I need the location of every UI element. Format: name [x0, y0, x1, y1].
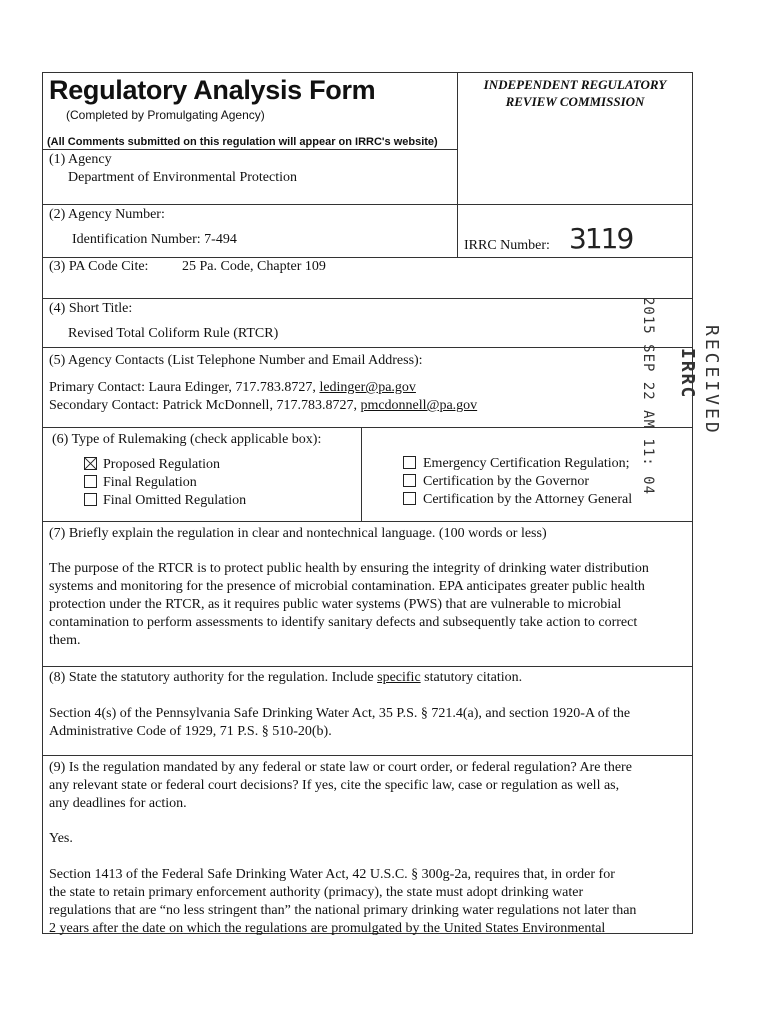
divider-header-left [42, 149, 457, 150]
irrc-number-handwritten: 3119 [569, 222, 633, 255]
q9-answer-line: the state to retain primary enforcement authority (primacy), the state must adopt drinking water [49, 885, 584, 900]
divider-contacts [42, 427, 693, 428]
divider-short-title [42, 347, 693, 348]
short-title-value: Revised Total Coliform Rule (RTCR) [68, 326, 279, 341]
q9-question-line: (9) Is the regulation mandated by any federal or state law or court order, or federal regulation? Are there [49, 760, 632, 775]
q7-question: (7) Briefly explain the regulation in clear and nontechnical language. (100 words or less) [49, 526, 547, 541]
option-certification-attorney-general: Certification by the Attorney General [423, 492, 633, 507]
q8-answer [49, 705, 689, 741]
agency-value: Department of Environmental Protection [68, 170, 297, 185]
divider-pa-code [42, 298, 693, 299]
q7-answer-line: them. [49, 633, 81, 648]
pa-code-label: (3) PA Code Cite: [49, 259, 149, 274]
option-emergency-certification: Emergency Certification Regulation; [423, 456, 630, 471]
q7-answer-line: The purpose of the RTCR is to protect public health by ensuring the integrity of drinking water distribution [49, 561, 649, 576]
received-stamp: RECEIVED [701, 325, 722, 436]
checkbox-final-regulation[interactable] [84, 475, 97, 488]
contacts-label: (5) Agency Contacts (List Telephone Number and Email Address): [49, 353, 423, 368]
received-date-stamp: 2015 SEP 22 AM 11: 04 [640, 297, 656, 496]
irrc-heading-line2: REVIEW COMMISSION [505, 94, 645, 109]
q9-answer-line: 2 years after the date on which the regulations are promulgated by the United States Environmental [49, 921, 606, 936]
checkbox-proposed-regulation[interactable] [84, 457, 97, 470]
q7-answer [49, 560, 689, 650]
q9-question [49, 759, 689, 813]
agency-label: (1) Agency [49, 152, 112, 167]
option-final-omitted-regulation: Final Omitted Regulation [103, 493, 247, 508]
secondary-contact-email[interactable]: pmcdonnell@pa.gov [360, 398, 478, 413]
q8-answer-line: Administrative Code of 1929, 71 P.S. § 510-20(b). [49, 724, 332, 739]
identification-number: Identification Number: 7-494 [72, 232, 237, 247]
option-certification-governor: Certification by the Governor [423, 474, 590, 489]
option-final-regulation: Final Regulation [103, 475, 197, 490]
q7-answer-line: contamination to perform assessments to identify sanitary defects and subsequently take action to correct [49, 615, 638, 630]
secondary-contact [49, 397, 477, 415]
page-subtitle: (Completed by Promulgating Agency) [66, 108, 265, 122]
pa-code-value: 25 Pa. Code, Chapter 109 [182, 259, 326, 274]
q8-question-suffix: statutory citation. [420, 670, 523, 685]
agency-number-label: (2) Agency Number: [49, 207, 165, 222]
q8-question-text: (8) State the statutory authority for the regulation. Include [49, 670, 378, 685]
q7-answer-line: systems and monitoring for the presence of microbial contamination. EPA anticipates greater public health [49, 579, 645, 594]
divider-agency [42, 204, 693, 205]
q9-answer-short: Yes. [49, 831, 73, 846]
primary-contact [49, 379, 416, 397]
q8-question [49, 669, 522, 687]
q9-answer-line: Section 1413 of the Federal Safe Drinking Water Act, 42 U.S.C. § 300g-2a, requires that, in order for [49, 867, 615, 882]
divider-q7 [42, 666, 693, 667]
irrc-stamp: IRRC [677, 348, 698, 400]
primary-contact-text: Primary Contact: Laura Edinger, 717.783.8727, [49, 380, 320, 395]
comments-note: (All Comments submitted on this regulation will appear on IRRC's website) [47, 136, 438, 148]
checkbox-certification-attorney-general[interactable] [403, 492, 416, 505]
q8-answer-line: Section 4(s) of the Pennsylvania Safe Drinking Water Act, 35 P.S. § 721.4(a), and section 1920-A of the [49, 706, 631, 721]
q9-question-line: any relevant state or federal court decisions? If yes, cite the specific law, case or regulation as well as, [49, 778, 620, 793]
checkbox-final-omitted-regulation[interactable] [84, 493, 97, 506]
checkbox-certification-governor[interactable] [403, 474, 416, 487]
divider-rulemaking [42, 521, 693, 522]
q9-answer [49, 866, 689, 938]
divider-rulemaking-vertical [361, 427, 362, 521]
q9-answer-line: regulations that are “no less stringent than” the national primary drinking water regulations not later than [49, 903, 637, 918]
irrc-number-label: IRRC Number: [464, 238, 550, 253]
secondary-contact-text: Secondary Contact: Patrick McDonnell, 717.783.8727, [49, 398, 361, 413]
short-title-label: (4) Short Title: [49, 301, 133, 316]
q9-question-line: any deadlines for action. [49, 796, 187, 811]
option-proposed-regulation: Proposed Regulation [103, 457, 221, 472]
primary-contact-email[interactable]: ledinger@pa.gov [319, 380, 416, 395]
q7-answer-line: protection under the RTCR, as it requires public water systems (PWS) that are vulnerable to microbial [49, 597, 622, 612]
q8-question-emphasis: specific [377, 670, 421, 685]
page-title: Regulatory Analysis Form [49, 75, 376, 105]
rulemaking-label: (6) Type of Rulemaking (check applicable box): [52, 432, 322, 447]
divider-q8 [42, 755, 693, 756]
irrc-heading-line1: INDEPENDENT REGULATORY [483, 77, 667, 92]
checkbox-emergency-certification[interactable] [403, 456, 416, 469]
